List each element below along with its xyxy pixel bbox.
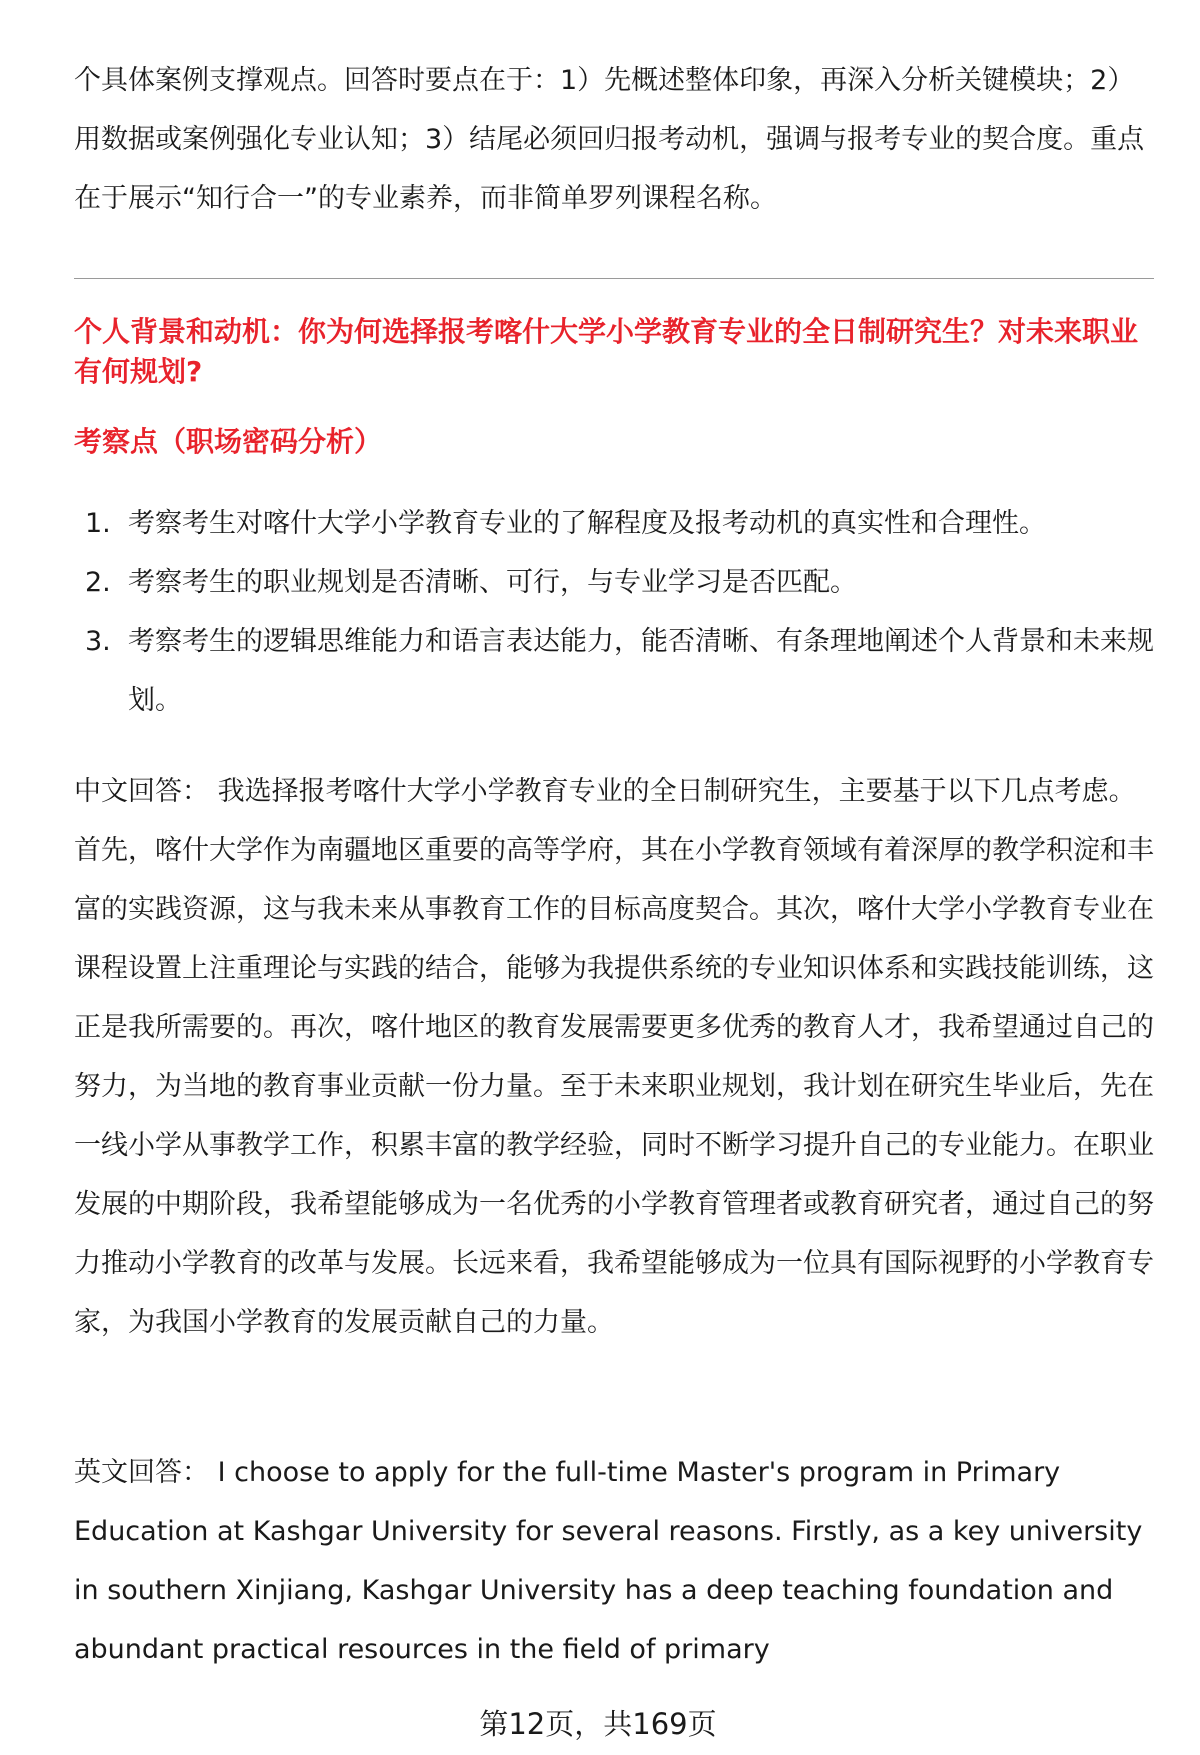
page-number-footer: 第12页，共169页 [479,1707,717,1741]
assessment-points-list [74,494,1154,730]
list-item-text: 考察考生的逻辑思维能力和语言表达能力，能否清晰、有条理地阐述个人背景和未来规划。 [128,626,1154,716]
chinese-answer-text: 中文回答： 我选择报考喀什大学小学教育专业的全日制研究生，主要基于以下几点考虑。首先，喀什大学作为南疆地区重要的高等学府，其在小学教育领域有着深厚的教学积淀和丰富的实践资源，这与我未来从事教育工作的目标高度契合。其次，喀什大学小学教育专业在课程设置上注重理论与实践的结合，能够为我提供系统的专业知识体系和实践技能训练，这正是我所需要的。再次，喀什地区的教育发展需要更多优秀的教育人才，我希望通过自己的努力，为当地的教育事业贡献一份力量。至于未来职业规划，我计划在研究生毕业后，先在一线小学从事教学工作，积累丰富的教学经验，同时不断学习提升自己的专业能力。在职业发展的中期阶段，我希望能够成为一名优秀的小学教育管理者或教育研究者，通过自己的努力推动小学教育的改革与发展。长远来看，我希望能够成为一位具有国际视野的小学教育专家，为我国小学教育的发展贡献自己的力量。 [74,776,1154,1338]
chinese-answer-section [74,762,1154,1352]
list-item-number: 3. [85,626,111,657]
list-item-number: 2. [85,567,111,598]
list-item-text: 考察考生的职业规划是否清晰、可行，与专业学习是否匹配。 [128,567,857,598]
list-item [74,494,1154,553]
assessment-subheading: 考察点（职场密码分析） [74,425,383,458]
document-page [74,0,1154,1755]
english-answer-text: 英文回答： I choose to apply for the full-time Master's program in Primary Education at Kashgar University for several reasons. Firstly, as a key university in southern Xinjiang, Kashgar University has a deep teaching foundation and abundant practical resources in the field of primary [74,1457,1143,1665]
question-title: 个人背景和动机：你为何选择报考喀什大学小学教育专业的全日制研究生？对未来职业有何规划? [74,315,1139,388]
list-item-number: 1. [85,508,111,539]
english-answer-section [74,1443,1154,1679]
list-item [74,612,1154,730]
list-item [74,553,1154,612]
section-divider [74,278,1154,279]
intro-paragraph: 个具体案例支撑观点。回答时要点在于：1）先概述整体印象，再深入分析关键模块；2）用数据或案例强化专业认知；3）结尾必须回归报考动机，强调与报考专业的契合度。重点在于展示“知行合一”的专业素养，而非简单罗列课程名称。 [74,65,1145,214]
list-item-text: 考察考生对喀什大学小学教育专业的了解程度及报考动机的真实性和合理性。 [128,508,1046,539]
